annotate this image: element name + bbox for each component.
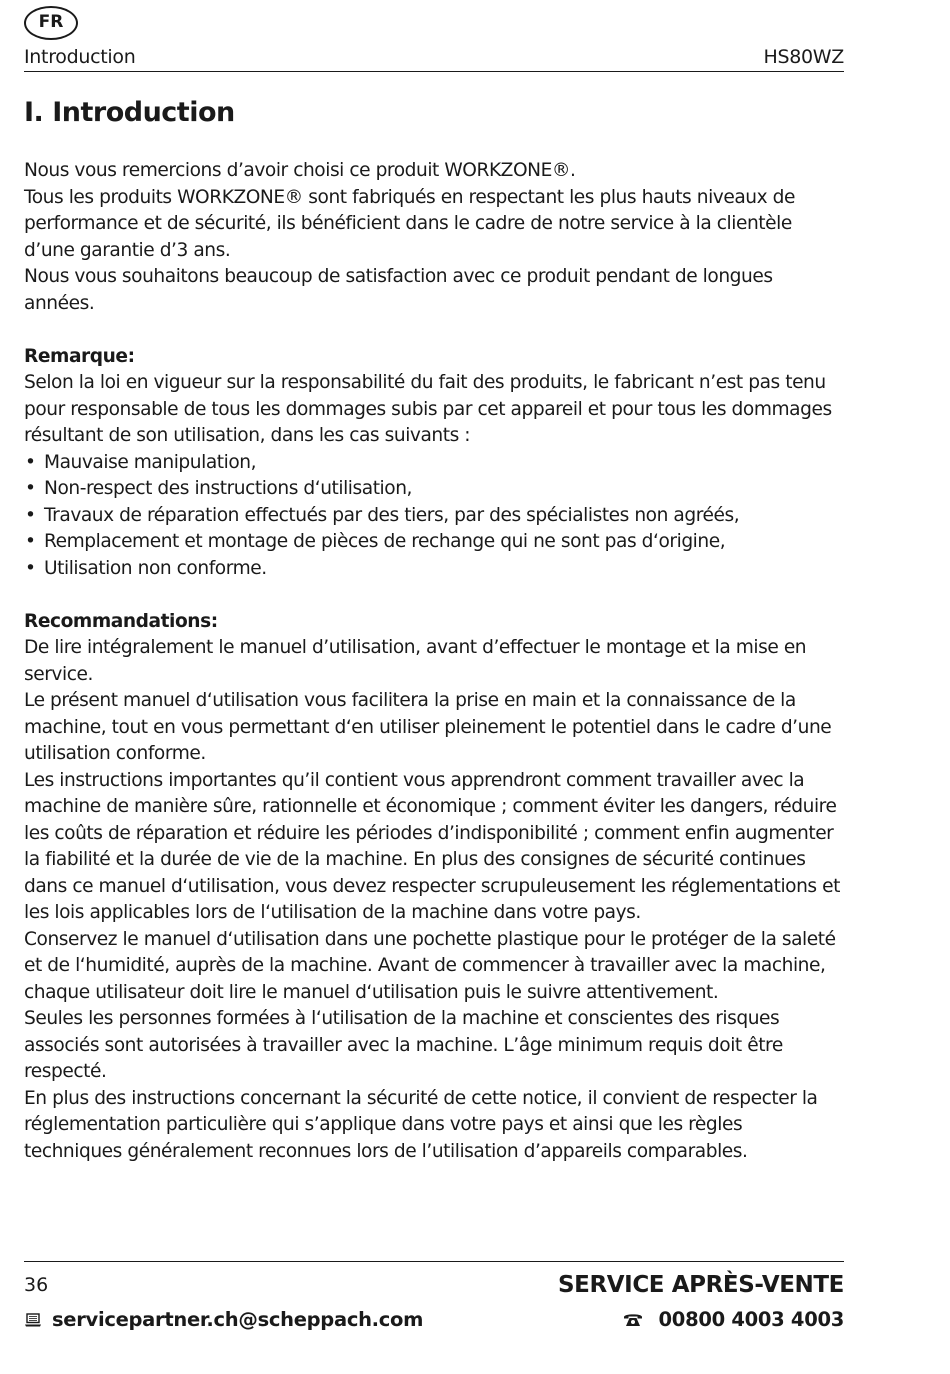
recommandations-paragraph: Les instructions importantes qu’il contient vous apprendront comment travailler avec la machine de manière sûre, rationnelle et économique ; comment éviter les dangers, réduire les coûts de réparation et réduire les périodes d’indisponibilité ; comment enfin augmenter la fiabilité et la durée de vie de la machine. En plus des consignes de sécurité continues dans ce manuel d‘utilisation, vous devez respecter scrupuleusement les réglementations et les lois applicables lors de l‘utilisation de la machine dans votre pays. — [24, 769, 840, 923]
list-item: • Non-respect des instructions d‘utilisation, — [24, 476, 844, 503]
list-item: • Mauvaise manipulation, — [24, 450, 844, 477]
list-item: • Utilisation non conforme. — [24, 556, 844, 583]
page-footer — [24, 1261, 844, 1331]
email-address[interactable]: servicepartner.ch@scheppach.com — [52, 1308, 424, 1331]
header-section: Introduction — [24, 46, 136, 68]
recommandations-paragraph: Conservez le manuel d‘utilisation dans une pochette plastique pour le protéger de la saleté et de l‘humidité, auprès de la machine. Avant de commencer à travailler avec la machine, chaque utilisateur doit lire le manuel d‘utilisation puis le suivre attentivement. — [24, 928, 836, 1003]
recommandations-paragraph: En plus des instructions concernant la sécurité de cette notice, il convient de respecter la réglementation particulière qui s’applique dans votre pays et ainsi que les règles techniques généralement reconnues lors de l’utilisation d’appareils comparables. — [24, 1087, 818, 1162]
recommandations-paragraph: Le présent manuel d‘utilisation vous facilitera la prise en main et la connaissance de la machine, tout en vous permettant d‘en utiliser pleinement le potentiel dans le cadre d’une utilisation conforme. — [24, 690, 832, 764]
telephone-icon — [623, 1312, 643, 1328]
language-badge: FR — [24, 6, 78, 40]
page-number: 36 — [24, 1274, 49, 1296]
remarque-heading: Remarque: — [24, 345, 135, 367]
intro-paragraph: Nous vous remercions d’avoir choisi ce produit WORKZONE®. — [24, 160, 576, 181]
page-body — [24, 158, 844, 1165]
email-contact — [24, 1308, 423, 1331]
list-item: • Travaux de réparation effectués par des tiers, par des spécialistes non agréés, — [24, 503, 844, 530]
phone-number[interactable]: 00800 4003 4003 — [658, 1308, 844, 1331]
service-title: SERVICE APRÈS-VENTE — [557, 1272, 844, 1298]
manual-page — [24, 6, 844, 1165]
list-item: • Remplacement et montage de pièces de rechange qui ne sont pas d‘origine, — [24, 529, 844, 556]
phone-contact — [623, 1308, 844, 1331]
remarque-list — [24, 450, 844, 583]
recommandations-heading: Recommandations: — [24, 610, 218, 632]
recommandations-paragraph: Seules les personnes formées à l‘utilisation de la machine et conscientes des risques associés sont autorisées à travailler avec la machine. L’âge minimum requis doit être respecté. — [24, 1008, 783, 1082]
page-title: I. Introduction — [24, 97, 235, 128]
remarque-text: Selon la loi en vigueur sur la responsabilité du fait des produits, le fabricant n’est pas tenu pour responsable de tous les dommages subis par cet appareil et pour tous les dommages résultant de son utilisation, dans les cas suivants : — [24, 372, 832, 446]
page-header — [24, 46, 844, 72]
recommandations-paragraph: De lire intégralement le manuel d’utilisation, avant d’effectuer le montage et la mise en service. — [24, 637, 807, 685]
header-model: HS80WZ — [763, 46, 844, 68]
laptop-icon — [24, 1312, 42, 1328]
intro-paragraph: Nous vous souhaitons beaucoup de satisfaction avec ce produit pendant de longues années. — [24, 266, 773, 314]
intro-paragraph: Tous les produits WORKZONE® sont fabriqués en respectant les plus hauts niveaux de performance et de sécurité, ils bénéficient dans le cadre de notre service à la clientèle d’une garantie d’3 ans. — [24, 186, 795, 261]
